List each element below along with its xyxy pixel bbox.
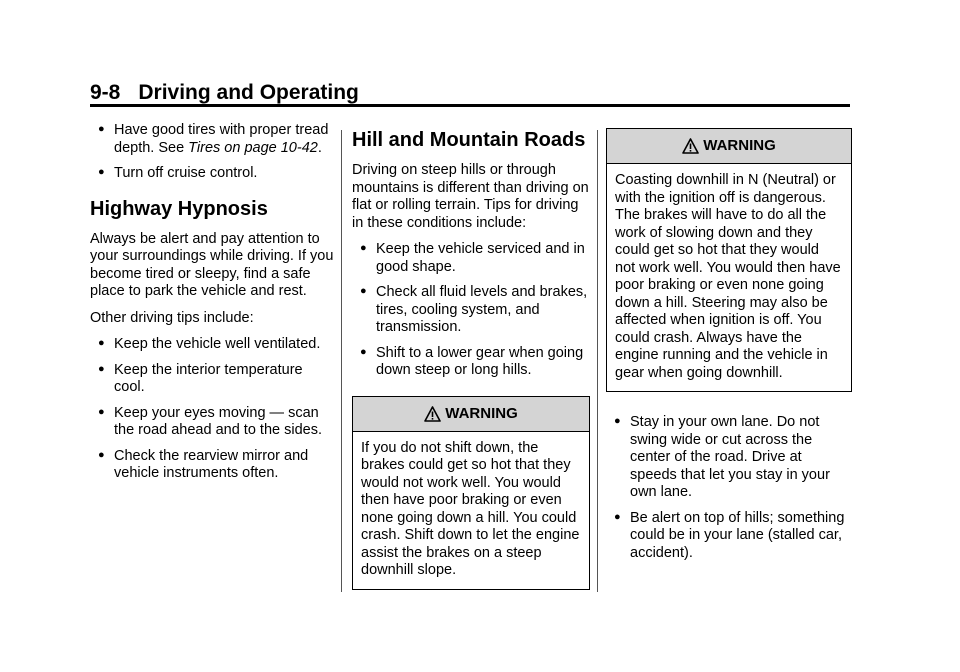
warning-text: If you do not shift down, the brakes could get so hot that they would not work well. You would then have poor braking or even none going down a hill. You could crash. Shift down to let the engine assist the brakes on a steep downhill slope. [361, 439, 580, 578]
header-rule [90, 104, 850, 107]
paragraph: Other driving tips include: [90, 309, 254, 326]
bullet-icon: ● [98, 448, 105, 461]
list-item: ● Keep your eyes moving — scan the road ahead and to the sides. [98, 404, 322, 438]
list-item: ● Be alert on top of hills; something could be in your lane (stalled car, accident). [614, 509, 845, 561]
bullet-icon: ● [98, 362, 105, 375]
list-item: ● Have good tires with proper tread depth. See Tires on page 10-42. [98, 122, 329, 156]
list-item: ● Stay in your own lane. Do not swing wide or cut across the center of the road. Drive at speeds that let you stay in your own lane. [614, 414, 830, 500]
bullet-icon: ● [360, 242, 367, 254]
page-header [90, 80, 359, 106]
bullet-icon: ● [360, 285, 367, 297]
warning-box-shift-down [352, 396, 590, 590]
paragraph: Always be alert and pay attention to your surroundings while driving. If you become tired or sleepy, find a safe place to park the vehicle and rest. [90, 230, 334, 299]
warning-box-coasting [606, 128, 852, 392]
list-item: ● Keep the interior temperature cool. [98, 361, 303, 395]
bullet-icon: ● [98, 405, 105, 418]
section-title-highway-hypnosis: Highway Hypnosis [90, 197, 268, 220]
bullet-icon: ● [98, 166, 105, 178]
list-item: ● Keep the vehicle serviced and in good shape. [360, 241, 585, 275]
bullet-icon: ● [98, 337, 105, 349]
warning-icon [682, 138, 699, 154]
paragraph: Driving on steep hills or through mountains is different than driving on flat or rolling terrain. Tips for driving in these conditions include: [352, 162, 589, 231]
list-item: ● Turn off cruise control. [98, 165, 258, 181]
chapter-title: Driving and Operating [138, 81, 359, 104]
bullet-list-lane [606, 414, 852, 562]
bullet-icon: ● [614, 510, 621, 523]
warning-header [607, 129, 851, 164]
bullet-icon: ● [614, 415, 621, 427]
bullet-icon: ● [98, 123, 105, 135]
page-number: 9-8 [90, 81, 121, 104]
list-item: ● Shift to a lower gear when going down steep or long hills. [360, 344, 584, 378]
list-item: ● Check the rearview mirror and vehicle instruments often. [98, 447, 309, 481]
column-1 [90, 122, 336, 491]
column-3 [606, 128, 852, 570]
warning-text: Coasting downhill in N (Neutral) or with the ignition off is dangerous. The brakes will have to do all the work of slowing down and they could get so hot that they would not work well. You would then have poor braking or even none going down a hill. Steering may also be affected when ignition is off. You could crash. Always have the engine running and the vehicle in gear when going downhill. [615, 172, 841, 381]
warning-icon [424, 406, 441, 422]
cross-reference-link[interactable]: Tires on page 10-42 [188, 139, 318, 156]
list-item: ● Check all fluid levels and brakes, tires, cooling system, and transmission. [360, 284, 588, 335]
warning-label: WARNING [703, 137, 776, 155]
bullet-list-tips [90, 336, 336, 483]
column-divider-2 [597, 130, 598, 592]
list-item: ● Keep the vehicle well ventilated. [98, 336, 321, 352]
section-title-hill-mountain-roads: Hill and Mountain Roads [352, 129, 586, 151]
bullet-list-top [90, 122, 336, 183]
bullet-icon: ● [360, 345, 367, 358]
column-divider-1 [341, 130, 342, 592]
warning-header [353, 397, 589, 432]
bullet-list-hills [352, 241, 590, 380]
column-2 [352, 128, 590, 598]
warning-label: WARNING [445, 404, 518, 422]
